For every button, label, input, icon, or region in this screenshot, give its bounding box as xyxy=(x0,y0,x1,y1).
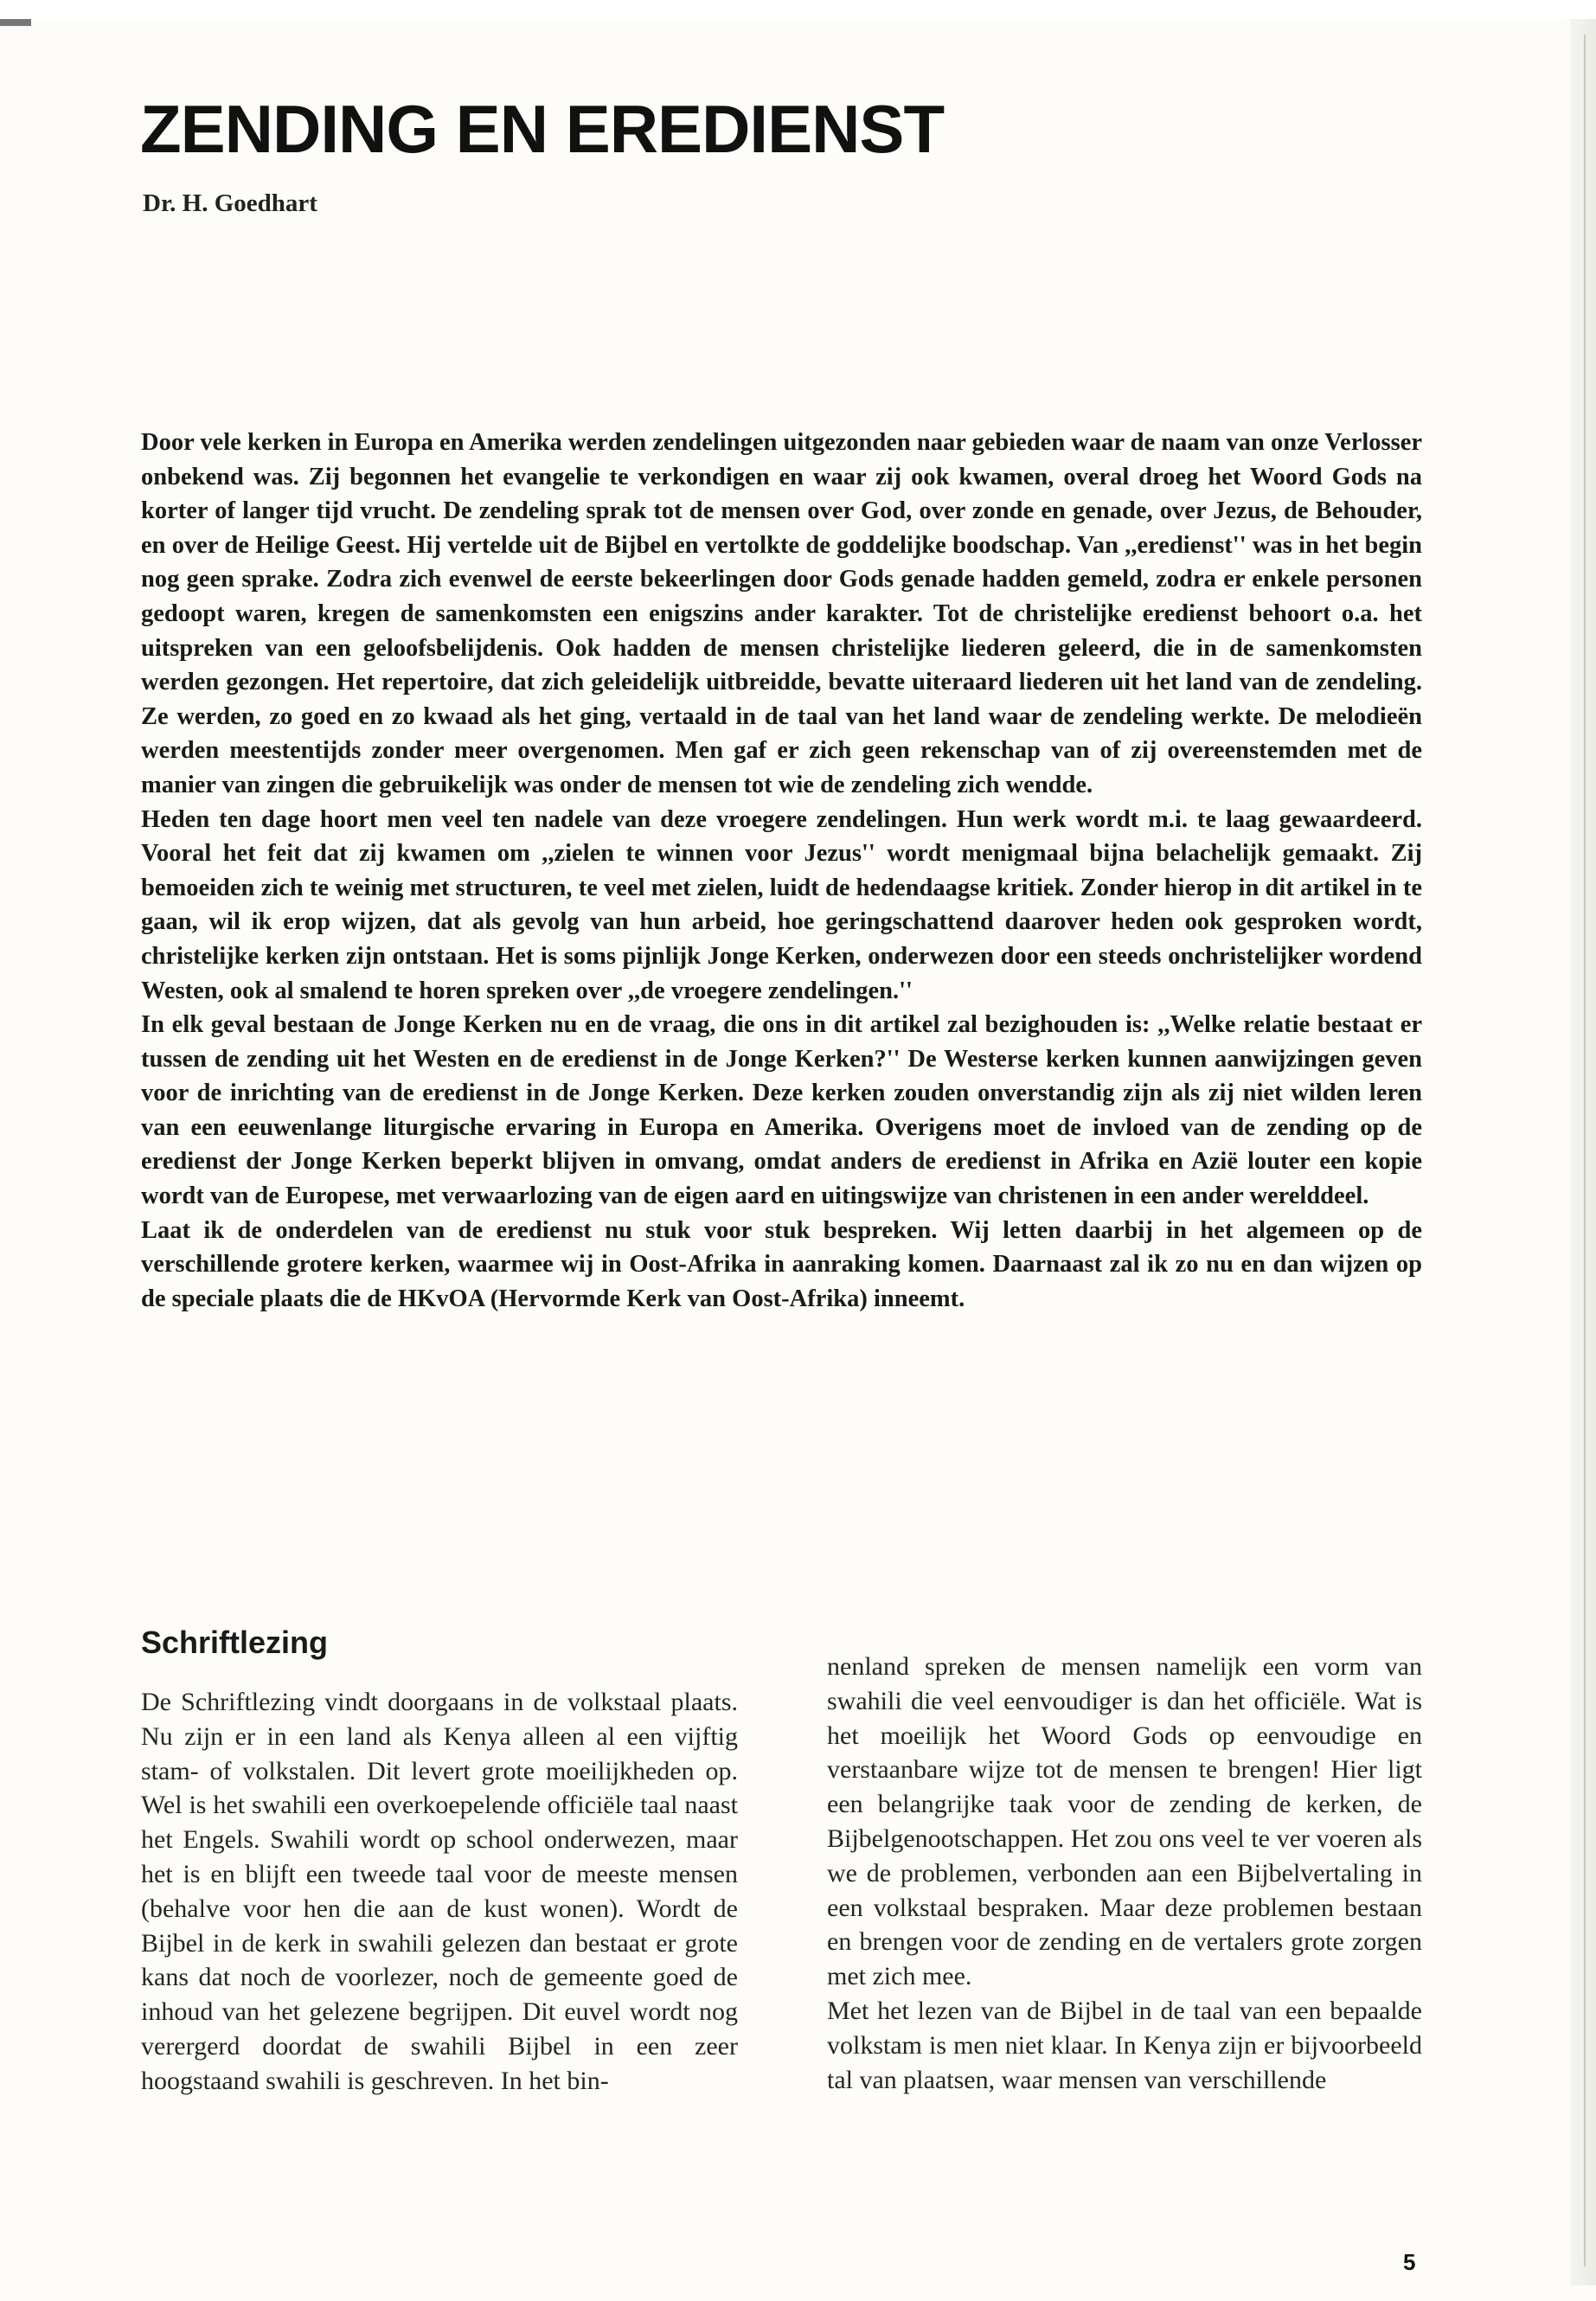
page-right-edge xyxy=(1570,19,1596,2285)
left-column xyxy=(141,1685,738,2099)
article-title: ZENDING EN EREDIENST xyxy=(140,91,945,167)
body-paragraph: nenland spreken de mensen namelijk een vorm van swahili die veel eenvoudiger is dan het officiële. Wat is het moeilijk het Woord Gods op eenvoudige en verstaanbare wijze tot de mensen te brengen! Hier ligt een belangrijke taak voor de zending de kerken, de Bijbelgenootschappen. Het zou ons veel te ver voeren als we de problemen, verbonden aan een Bijbelvertaling in een volkstaal bespraken. Maar deze problemen bestaan en brengen voor de zending en de vertalers grote zorgen met zich mee. xyxy=(827,1652,1422,1991)
page-top-margin xyxy=(0,0,1596,19)
body-paragraph: Met het lezen van de Bijbel in de taal van een bepaalde volkstam is men niet klaar. In Kenya zijn er bijvoorbeeld tal van plaatsen, waar mensen van verschillende xyxy=(827,1996,1422,2094)
page-fold-line xyxy=(1584,35,1586,2266)
intro-paragraph: In elk geval bestaan de Jonge Kerken nu en de vraag, die ons in dit artikel zal bezighouden is: ,,Welke relatie bestaat er tussen de zending uit het Westen en de eredienst in de Jonge Kerken?'' De Westerse kerken kunnen aanwijzingen geven voor de inrichting van de eredienst in de Jonge Kerken. Deze kerken zouden onverstandig zijn als zij niet wilden leren van een eeuwenlange liturgische ervaring in Europa en Amerika. Overigens moet de invloed van de zending op de eredienst der Jonge Kerken beperkt blijven in omvang, omdat anders de eredienst in Afrika en Azië louter een kopie wordt van de Europese, met verwaarlozing van de eigen aard en uitingswijze van christenen in een ander werelddeel. xyxy=(141,1011,1422,1210)
intro-paragraph: Heden ten dage hoort men veel ten nadele van deze vroegere zendelingen. Hun werk wordt m.i. te laag gewaardeerd. Vooral het feit dat zij kwamen om ,,zielen te winnen voor Jezus'' wordt menigmaal bijna belachelijk gemaakt. Zij bemoeiden zich te weinig met structuren, te veel met zielen, luidt de hedendaagse kritiek. Zonder hierop in dit artikel in te gaan, wil ik erop wijzen, dat als gevolg van hun arbeid, hoe geringschattend daarover heden ook gesproken wordt, christelijke kerken zijn ontstaan. Het is soms pijnlijk Jonge Kerken, onderwezen door een steeds onchristelijker wordend Westen, ook al smalend te horen spreken over ,,de vroegere zendelingen.'' xyxy=(141,805,1422,1004)
intro-paragraph: Laat ik de onderdelen van de eredienst nu stuk voor stuk bespreken. Wij letten daarbij in het algemeen op de verschillende grotere kerken, waarmee wij in Oost-Afrika in aanraking komen. Daarnaast zal ik zo nu en dan wijzen op de speciale plaats die de HKvOA (Hervormde Kerk van Oost-Afrika) inneemt. xyxy=(141,1216,1422,1312)
section-heading: Schriftlezing xyxy=(141,1625,329,1660)
corner-scan-mark xyxy=(0,19,31,26)
body-paragraph: De Schriftlezing vindt doorgaans in de volkstaal plaats. Nu zijn er in een land als Kenya alleen al een vijftig stam- of volkstalen. Dit levert grote moeilijkheden op. Wel is het swahili een overkoepelende officiële taal naast het Engels. Swahili wordt op school onderwezen, maar het is en blijft een tweede taal voor de meeste mensen (behalve voor hen die aan de kust wonen). Wordt de Bijbel in de kerk in swahili gelezen dan bestaat er grote kans dat noch de voorlezer, noch de gemeente goed de inhoud van het gelezene begrijpen. Dit euvel wordt nog verergerd doordat de swahili Bijbel in een zeer hoogstaand swahili is geschreven. In het bin- xyxy=(141,1688,738,2095)
article-intro xyxy=(141,426,1422,1316)
right-column xyxy=(827,1650,1422,2097)
article-author: Dr. H. Goedhart xyxy=(143,189,317,217)
intro-paragraph: Door vele kerken in Europa en Amerika werden zendelingen uitgezonden naar gebieden waar de naam van onze Verlosser onbekend was. Zij begonnen het evangelie te verkondigen en waar zij ook kwamen, overal droeg het Woord Gods na korter of langer tijd vrucht. De zendeling sprak tot de mensen over God, over zonde en genade, over Jezus, de Behouder, en over de Heilige Geest. Hij vertelde uit de Bijbel en vertolkte de goddelijke boodschap. Van ,,eredienst'' was in het begin nog geen sprake. Zodra zich evenwel de eerste bekeerlingen door Gods genade hadden gemeld, zodra er enkele personen gedoopt waren, kregen de samenkomsten een enigszins ander karakter. Tot de christelijke eredienst behoort o.a. het uitspreken van een geloofsbelijdenis. Ook hadden de mensen christelijke liederen geleerd, die in de samenkomsten werden gezongen. Het repertoire, dat zich geleidelijk uitbreidde, bevatte uiteraard liederen uit het land van de zendeling. Ze werden, zo goed en zo kwaad als het ging, vertaald in de taal van het land waar de zendeling werkte. De melodieën werden meestentijds zonder meer overgenomen. Men gaf er zich geen rekenschap van of zij overeenstemden met de manier van zingen die gebruikelijk was onder de mensen tot wie de zendeling zich wendde. xyxy=(141,429,1422,798)
page-number: 5 xyxy=(1403,2249,1416,2275)
